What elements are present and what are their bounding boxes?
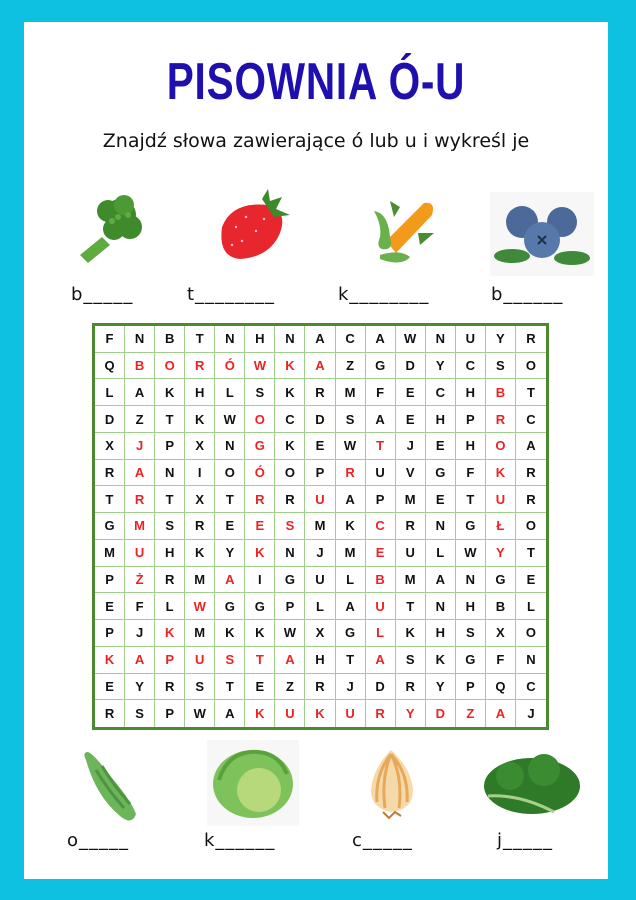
grid-cell[interactable]: T: [336, 647, 366, 674]
grid-cell[interactable]: A: [486, 700, 516, 727]
grid-cell[interactable]: N: [426, 593, 456, 620]
grid-cell[interactable]: F: [125, 593, 155, 620]
grid-cell[interactable]: K: [245, 540, 275, 567]
grid-cell[interactable]: A: [516, 433, 546, 460]
blueberries-icon: [490, 192, 594, 276]
grid-cell[interactable]: Q: [95, 353, 125, 380]
grid-cell[interactable]: K: [215, 620, 245, 647]
grid-cell[interactable]: S: [456, 620, 486, 647]
grid-cell[interactable]: K: [155, 620, 185, 647]
grid-cell[interactable]: K: [275, 379, 305, 406]
grid-cell[interactable]: S: [125, 700, 155, 727]
grid-cell[interactable]: B: [486, 593, 516, 620]
grid-cell[interactable]: X: [305, 620, 335, 647]
answer-blank-1[interactable]: b_____: [71, 284, 134, 305]
grid-cell[interactable]: R: [516, 486, 546, 513]
grid-cell[interactable]: R: [366, 700, 396, 727]
grid-cell[interactable]: G: [336, 620, 366, 647]
grid-cell[interactable]: U: [366, 460, 396, 487]
grid-cell[interactable]: R: [125, 486, 155, 513]
grid-cell[interactable]: V: [396, 460, 426, 487]
grid-cell[interactable]: K: [426, 647, 456, 674]
grid-cell[interactable]: M: [95, 540, 125, 567]
grid-cell[interactable]: P: [155, 700, 185, 727]
grid-cell[interactable]: G: [215, 593, 245, 620]
grid-cell[interactable]: G: [426, 460, 456, 487]
grid-cell[interactable]: F: [95, 326, 125, 353]
grid-cell[interactable]: K: [155, 379, 185, 406]
grid-cell[interactable]: P: [366, 486, 396, 513]
grid-cell[interactable]: P: [305, 460, 335, 487]
grid-cell[interactable]: Ł: [486, 513, 516, 540]
grid-cell[interactable]: A: [125, 460, 155, 487]
grid-cell[interactable]: Z: [336, 353, 366, 380]
grid-cell[interactable]: H: [245, 326, 275, 353]
grid-cell[interactable]: K: [396, 620, 426, 647]
grid-cell[interactable]: A: [215, 700, 245, 727]
grid-cell[interactable]: N: [275, 326, 305, 353]
grid-cell[interactable]: H: [456, 433, 486, 460]
grid-cell[interactable]: C: [366, 513, 396, 540]
instruction-text: Znajdź słowa zawierające ó lub u i wykreśl je: [102, 130, 530, 152]
grid-cell[interactable]: W: [215, 406, 245, 433]
grid-cell[interactable]: A: [366, 406, 396, 433]
grid-cell[interactable]: R: [305, 379, 335, 406]
grid-cell[interactable]: H: [305, 647, 335, 674]
grid-cell[interactable]: T: [245, 647, 275, 674]
grid-cell[interactable]: K: [245, 620, 275, 647]
grid-cell[interactable]: J: [336, 674, 366, 701]
grid-cell[interactable]: H: [456, 379, 486, 406]
answer-blank-2[interactable]: t________: [187, 284, 276, 305]
grid-cell[interactable]: S: [336, 406, 366, 433]
grid-cell[interactable]: J: [125, 433, 155, 460]
grid-cell[interactable]: L: [336, 567, 366, 594]
grid-cell[interactable]: S: [245, 379, 275, 406]
grid-cell[interactable]: E: [305, 433, 335, 460]
grid-cell[interactable]: J: [527, 706, 535, 722]
grid-cell[interactable]: D: [366, 674, 396, 701]
grid-cell[interactable]: R: [305, 674, 335, 701]
grid-cell[interactable]: N: [426, 513, 456, 540]
grid-cell[interactable]: G: [456, 647, 486, 674]
grid-cell[interactable]: Q: [486, 674, 516, 701]
grid-cell[interactable]: E: [245, 513, 275, 540]
grid-cell[interactable]: O: [486, 433, 516, 460]
grid-cell[interactable]: E: [245, 674, 275, 701]
broccoli-icon: [72, 187, 162, 267]
grid-cell[interactable]: B: [366, 567, 396, 594]
grid-cell[interactable]: B: [155, 326, 185, 353]
grid-cell[interactable]: A: [336, 593, 366, 620]
grid-cell[interactable]: N: [516, 647, 546, 674]
corn-icon: [360, 187, 450, 267]
answer-blank-5[interactable]: o_____: [67, 830, 130, 851]
grid-cell[interactable]: U: [396, 540, 426, 567]
grid-cell[interactable]: C: [516, 406, 546, 433]
grid-cell[interactable]: Z: [125, 406, 155, 433]
grid-cell[interactable]: P: [155, 433, 185, 460]
grid-cell[interactable]: Y: [486, 326, 516, 353]
grid-cell[interactable]: L: [95, 379, 125, 406]
grid-cell[interactable]: T: [516, 379, 546, 406]
grid-cell[interactable]: L: [305, 593, 335, 620]
grid-cell[interactable]: H: [426, 620, 456, 647]
grid-cell[interactable]: N: [215, 433, 245, 460]
grid-cell[interactable]: G: [245, 593, 275, 620]
grid-cell[interactable]: U: [456, 326, 486, 353]
grid-cell[interactable]: Y: [426, 353, 456, 380]
grid-cell[interactable]: C: [336, 326, 366, 353]
grid-cell[interactable]: E: [426, 433, 456, 460]
grid-cell[interactable]: E: [366, 540, 396, 567]
grid-cell[interactable]: A: [366, 647, 396, 674]
kale-icon: [480, 746, 584, 826]
grid-cell[interactable]: Y: [426, 674, 456, 701]
grid-cell[interactable]: O: [275, 460, 305, 487]
grid-cell[interactable]: R: [516, 460, 546, 487]
grid-cell[interactable]: M: [336, 540, 366, 567]
grid-cell[interactable]: C: [516, 674, 546, 701]
grid-cell[interactable]: I: [245, 567, 275, 594]
grid-cell[interactable]: S: [275, 513, 305, 540]
grid-cell[interactable]: W: [336, 433, 366, 460]
grid-cell[interactable]: P: [456, 674, 486, 701]
grid-cell[interactable]: P: [95, 620, 125, 647]
grid-cell[interactable]: T: [155, 486, 185, 513]
grid-cell[interactable]: T: [366, 433, 396, 460]
grid-cell[interactable]: Ó: [215, 353, 245, 380]
grid-cell[interactable]: U: [366, 593, 396, 620]
grid-cell[interactable]: D: [95, 406, 125, 433]
grid-cell[interactable]: Y: [396, 700, 426, 727]
grid-cell[interactable]: O: [245, 406, 275, 433]
grid-cell[interactable]: I: [185, 460, 215, 487]
grid-cell[interactable]: A: [366, 326, 396, 353]
grid-cell[interactable]: U: [305, 567, 335, 594]
grid-cell[interactable]: N: [155, 460, 185, 487]
grid-cell[interactable]: B: [486, 379, 516, 406]
grid-cell[interactable]: A: [305, 353, 335, 380]
grid-cell[interactable]: W: [185, 593, 215, 620]
grid-cell[interactable]: R: [486, 406, 516, 433]
grid-cell[interactable]: O: [516, 353, 546, 380]
grid-cell[interactable]: P: [456, 406, 486, 433]
grid-cell[interactable]: M: [305, 513, 335, 540]
grid-cell[interactable]: D: [305, 406, 335, 433]
grid-cell[interactable]: C: [456, 353, 486, 380]
grid-cell[interactable]: K: [486, 460, 516, 487]
grid-cell[interactable]: R: [185, 353, 215, 380]
grid-cell[interactable]: R: [245, 486, 275, 513]
grid-cell[interactable]: U: [336, 700, 366, 727]
grid-cell[interactable]: W: [275, 620, 305, 647]
grid-cell[interactable]: D: [426, 700, 456, 727]
grid-cell[interactable]: R: [155, 674, 185, 701]
grid-cell[interactable]: G: [456, 513, 486, 540]
grid-cell[interactable]: H: [456, 593, 486, 620]
grid-cell[interactable]: K: [275, 433, 305, 460]
grid-cell[interactable]: M: [125, 513, 155, 540]
grid-cell[interactable]: L: [516, 593, 546, 620]
grid-cell[interactable]: G: [275, 567, 305, 594]
grid-cell[interactable]: A: [275, 647, 305, 674]
grid-cell[interactable]: L: [366, 620, 396, 647]
grid-cell[interactable]: M: [185, 620, 215, 647]
grid-cell[interactable]: W: [396, 326, 426, 353]
grid-cell[interactable]: P: [155, 647, 185, 674]
grid-cell[interactable]: Ż: [125, 567, 155, 594]
grid-cell[interactable]: Z: [456, 700, 486, 727]
grid-cell[interactable]: D: [396, 353, 426, 380]
strawberry-icon: [212, 187, 302, 267]
grid-cell[interactable]: E: [215, 513, 245, 540]
grid-cell[interactable]: C: [426, 379, 456, 406]
grid-cell[interactable]: Z: [275, 674, 305, 701]
grid-cell[interactable]: R: [275, 486, 305, 513]
grid-cell[interactable]: O: [516, 620, 546, 647]
answer-blank-7[interactable]: c_____: [352, 830, 413, 851]
grid-cell[interactable]: M: [336, 379, 366, 406]
grid-cell[interactable]: A: [215, 567, 245, 594]
grid-cell[interactable]: S: [185, 674, 215, 701]
grid-cell[interactable]: R: [185, 513, 215, 540]
grid-cell[interactable]: E: [95, 593, 125, 620]
grid-cell[interactable]: T: [215, 486, 245, 513]
answer-blank-6[interactable]: k______: [204, 830, 276, 851]
grid-cell[interactable]: R: [396, 513, 426, 540]
grid-cell[interactable]: J: [305, 540, 335, 567]
grid-cell[interactable]: W: [245, 353, 275, 380]
grid-cell[interactable]: R: [155, 567, 185, 594]
grid-cell[interactable]: E: [426, 486, 456, 513]
grid-cell[interactable]: P: [275, 593, 305, 620]
cabbage-icon: [207, 740, 299, 826]
grid-cell[interactable]: Ó: [245, 460, 275, 487]
grid-cell[interactable]: X: [486, 620, 516, 647]
answer-blank-8[interactable]: j_____: [497, 830, 554, 851]
grid-cell[interactable]: W: [185, 700, 215, 727]
grid-cell[interactable]: W: [456, 540, 486, 567]
grid-cell[interactable]: E: [396, 379, 426, 406]
grid-cell[interactable]: R: [336, 460, 366, 487]
grid-cell[interactable]: T: [516, 540, 546, 567]
grid-cell[interactable]: T: [215, 674, 245, 701]
grid-cell[interactable]: G: [95, 513, 125, 540]
grid-cell[interactable]: O: [155, 353, 185, 380]
grid-cell[interactable]: N: [275, 540, 305, 567]
grid-cell[interactable]: N: [426, 326, 456, 353]
grid-cell[interactable]: U: [305, 486, 335, 513]
grid-cell[interactable]: L: [426, 540, 456, 567]
grid-cell[interactable]: K: [245, 700, 275, 727]
grid-cell[interactable]: K: [336, 513, 366, 540]
grid-cell[interactable]: X: [185, 433, 215, 460]
grid-cell[interactable]: H: [426, 406, 456, 433]
grid-cell[interactable]: O: [215, 460, 245, 487]
grid-cell[interactable]: F: [456, 460, 486, 487]
page-title: PISOWNIA Ó-U: [166, 53, 466, 111]
grid-cell[interactable]: R: [95, 700, 125, 727]
grid-cell[interactable]: K: [185, 406, 215, 433]
grid-cell[interactable]: J: [125, 620, 155, 647]
grid-cell[interactable]: L: [215, 379, 245, 406]
grid-cell[interactable]: N: [456, 567, 486, 594]
grid-cell[interactable]: E: [516, 567, 546, 594]
onion-icon: [357, 744, 447, 824]
cucumber-icon: [72, 744, 162, 824]
grid-cell[interactable]: T: [396, 593, 426, 620]
grid-cell[interactable]: F: [366, 379, 396, 406]
grid-cell[interactable]: K: [305, 700, 335, 727]
grid-cell[interactable]: G: [245, 433, 275, 460]
grid-cell[interactable]: L: [155, 593, 185, 620]
grid-cell[interactable]: O: [516, 513, 546, 540]
grid-cell[interactable]: X: [185, 486, 215, 513]
grid-cell[interactable]: J: [396, 433, 426, 460]
grid-cell[interactable]: A: [336, 486, 366, 513]
answer-blank-3[interactable]: k________: [338, 284, 430, 305]
grid-cell[interactable]: T: [456, 486, 486, 513]
grid-cell[interactable]: M: [396, 486, 426, 513]
grid-cell[interactable]: K: [95, 647, 125, 674]
grid-cell[interactable]: M: [185, 567, 215, 594]
grid-cell[interactable]: C: [275, 406, 305, 433]
grid-cell[interactable]: R: [396, 674, 426, 701]
grid-cell[interactable]: U: [185, 647, 215, 674]
grid-cell[interactable]: E: [95, 674, 125, 701]
grid-cell[interactable]: U: [275, 700, 305, 727]
grid-cell[interactable]: P: [95, 567, 125, 594]
grid-cell[interactable]: U: [486, 486, 516, 513]
grid-cell[interactable]: U: [125, 540, 155, 567]
grid-cell[interactable]: H: [155, 540, 185, 567]
grid-cell[interactable]: Y: [125, 674, 155, 701]
grid-cell[interactable]: Y: [486, 540, 516, 567]
grid-cell[interactable]: K: [275, 353, 305, 380]
grid-cell[interactable]: K: [185, 540, 215, 567]
grid-cell[interactable]: A: [305, 326, 335, 353]
answer-blank-4[interactable]: b______: [491, 284, 564, 305]
grid-cell[interactable]: X: [95, 433, 125, 460]
grid-cell[interactable]: T: [95, 486, 125, 513]
grid-cell[interactable]: A: [125, 647, 155, 674]
grid-cell[interactable]: F: [486, 647, 516, 674]
word-search-grid[interactable]: [92, 323, 549, 730]
worksheet: [24, 22, 608, 879]
grid-cell[interactable]: R: [516, 326, 546, 353]
grid-cell[interactable]: M: [396, 567, 426, 594]
grid-cell[interactable]: E: [396, 406, 426, 433]
grid-cell[interactable]: A: [125, 379, 155, 406]
grid-cell[interactable]: N: [125, 326, 155, 353]
grid-cell[interactable]: G: [366, 353, 396, 380]
grid-cell[interactable]: T: [155, 406, 185, 433]
grid-cell[interactable]: B: [125, 353, 155, 380]
grid-cell[interactable]: T: [185, 326, 215, 353]
grid-cell[interactable]: A: [426, 567, 456, 594]
grid-cell[interactable]: R: [95, 460, 125, 487]
grid-cell[interactable]: G: [486, 567, 516, 594]
grid-cell[interactable]: H: [185, 379, 215, 406]
grid-cell[interactable]: Y: [215, 540, 245, 567]
grid-cell[interactable]: S: [155, 513, 185, 540]
grid-cell[interactable]: S: [486, 353, 516, 380]
grid-cell[interactable]: S: [396, 647, 426, 674]
grid-cell[interactable]: N: [215, 326, 245, 353]
grid-cell[interactable]: S: [215, 647, 245, 674]
